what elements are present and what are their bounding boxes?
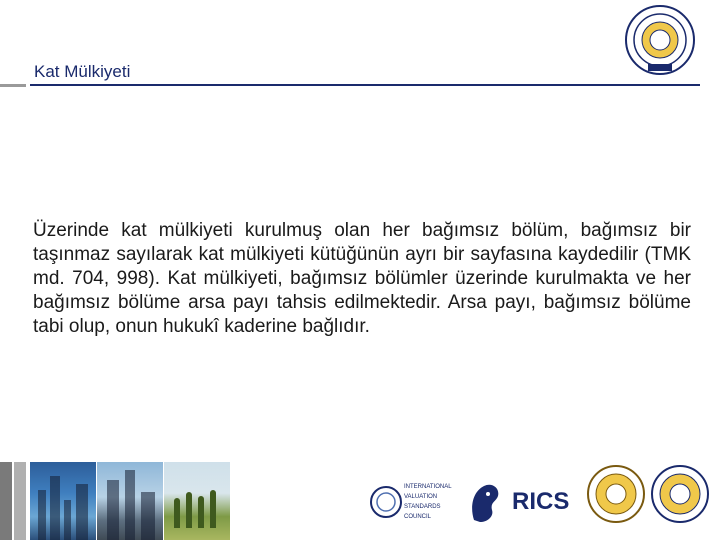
- rics-wordmark: RICS: [512, 488, 570, 515]
- slide-body-text: Üzerinde kat mülkiyeti kurulmuş olan her bağımsız bölüm, bağımsız bir taşınmaz sayılarak kat mülkiyeti kütüğünün ayrı bir sayfasına kaydedilir (TMK md. 704, 998). Kat mülkiyeti, bağımsız bölümler üzerinde kurulmakta ve her bağımsız bölüme arsa payı tahsis edilmektedir. Arsa payı, bağımsız bölüme tabi olup, onun hukukî kaderine bağlıdır.: [33, 220, 691, 337]
- countryside-photo: [164, 462, 230, 540]
- ivsc-text-line: COUNCIL: [404, 514, 432, 520]
- ivsc-logo-icon: [370, 472, 462, 532]
- ivsc-text-line: INTERNATIONAL: [404, 484, 452, 490]
- university-seal-icon: [624, 4, 696, 76]
- towers-photo: [97, 462, 163, 540]
- ivsc-logo: [370, 472, 462, 532]
- title-underline: [30, 84, 700, 86]
- ivsc-text-line: VALUATION: [404, 494, 438, 500]
- city-skyline-photo: [30, 462, 96, 540]
- rics-lion-icon: [466, 474, 506, 530]
- footer-accent-dark: [0, 462, 12, 540]
- ivsc-text-line: STANDARDS: [404, 504, 441, 510]
- university-seal-small-gold-icon: [586, 464, 646, 524]
- rics-logo: [466, 474, 578, 530]
- footer-accent-light: [14, 462, 26, 540]
- footer-banner: [0, 462, 720, 540]
- title-accent-grey: [0, 84, 26, 87]
- university-seal-small-blue-icon: [650, 464, 710, 524]
- slide-title: Kat Mülkiyeti: [34, 62, 131, 81]
- title-bar: [0, 60, 700, 86]
